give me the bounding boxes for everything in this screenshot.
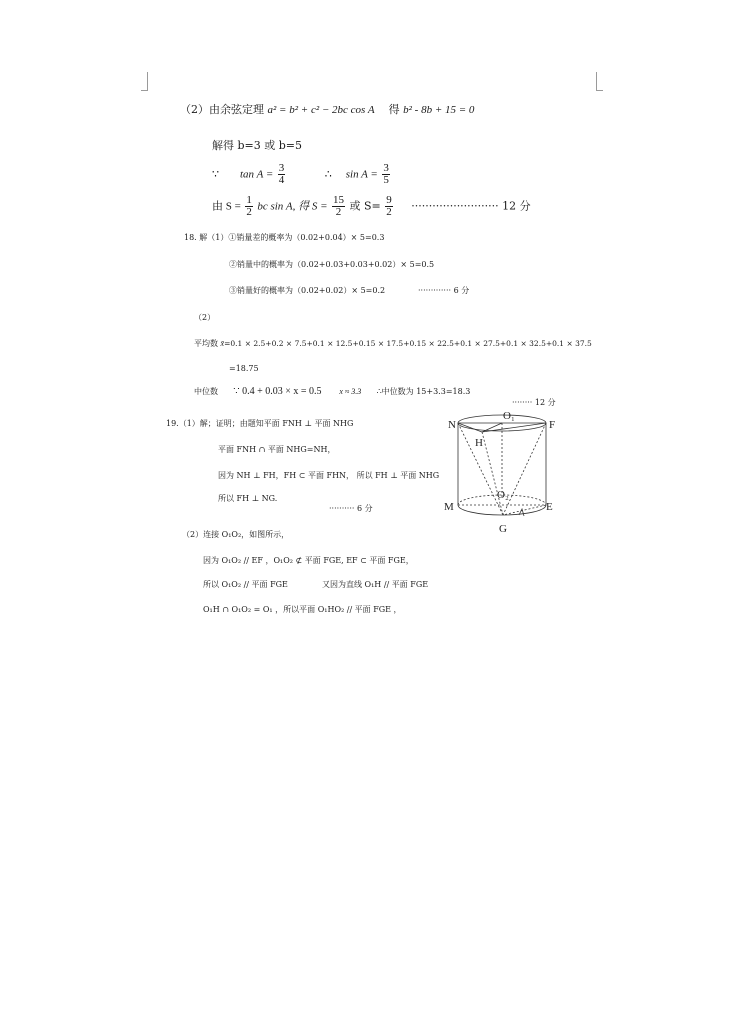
crop-mark-left [141, 72, 148, 91]
quadratic-equation: b² - 8b + 15 = 0 [403, 104, 475, 116]
q19-line-1: 19.（1）解；证明；由题知平面 FNH ⊥ 平面 NHG [166, 419, 354, 428]
median-result: ∴中位数为 15+3.3=18.3 [376, 387, 471, 396]
or-text: 或 S= [349, 199, 381, 213]
tan-lhs: tan A = [239, 168, 274, 181]
half-fraction: $\frac{1}{2}$ [246, 194, 252, 218]
label-G: G [499, 523, 507, 535]
cosine-law-formula: a² = b² + c² − 2bc cos A [267, 104, 375, 116]
mean-symbol: x̄ [220, 339, 225, 348]
label-N: N [448, 419, 456, 431]
solve-line: 解得 b=3 或 b=5 [212, 139, 303, 152]
law-of-cosines-line [180, 101, 474, 117]
area-value-2: $\frac{9}{2}$ [386, 194, 392, 218]
gives-text: 得 [388, 103, 400, 116]
part2-score: ························· 12 分 [411, 199, 531, 213]
segment-HG [482, 432, 503, 515]
mean-label: 平均数 [194, 339, 218, 348]
q19-because-line: 因为 O₁O₂ // EF ，O₁O₂ ⊄ 平面 FGE, EF ⊂ 平面 FGE， [203, 556, 414, 565]
sin-fraction: $\frac{3}{5}$ [383, 162, 389, 186]
label-O1: O₁ [503, 410, 515, 422]
q19-so-text: 所以 O₁O₂ // 平面 FGE [203, 580, 288, 589]
q19-line-3: 因为 NH ⊥ FH，FH ⊂ 平面 FHN， 所以 FH ⊥ 平面 NHG [218, 471, 440, 480]
label-O2: O₂ [497, 489, 509, 501]
q19-conclusion-line: O₁H ∩ O₁O₂ = O₁ ，所以平面 O₁HO₂ // 平面 FGE ， [203, 605, 402, 614]
area-value-1: $\frac{15}{2}$ [333, 194, 344, 218]
crop-mark-right [596, 72, 603, 91]
median-equation: ∵ 0.4 + 0.03 × x = 0.5 [233, 386, 322, 397]
q18-score: ········ 12 分 [512, 398, 556, 407]
area-line [212, 195, 531, 218]
q19-line-2: 平面 FNH ∩ 平面 NHG=NH， [218, 445, 336, 454]
part2-lead: （2）由余弦定理 [180, 103, 264, 116]
mean-result: =18.75 [229, 364, 259, 373]
cylinder-diagram [446, 406, 566, 536]
tan-sin-line [212, 163, 391, 186]
sin-lhs: sin A = [345, 168, 378, 181]
q19-also-text: 又因为直线 O₁H // 平面 FGE [322, 580, 429, 589]
area-lead: 由 S = [212, 200, 241, 213]
q18-part2-label: （2） [194, 313, 216, 322]
mean-expression: =0.1 × 2.5+0.2 × 7.5+0.1 × 12.5+0.15 × 17.5+0.15 × 22.5+0.1 × 27.5+0.1 × 32.5+0.1 × 37.5 [224, 339, 592, 348]
label-H: H [475, 437, 483, 449]
label-E: E [546, 501, 553, 513]
q19-so-line [203, 579, 429, 590]
q19-part2-line: （2）连接 O₁O₂，如图所示， [182, 530, 290, 539]
q19-line-4: 所以 FH ⊥ NG. [218, 494, 278, 503]
q18-line-3-score: ············· 6 分 [418, 286, 470, 295]
label-M: M [444, 501, 454, 513]
tan-fraction: $\frac{3}{4}$ [278, 162, 285, 186]
q18-line-3 [229, 285, 470, 296]
label-F: F [549, 419, 556, 431]
tick-mark [519, 509, 524, 516]
therefore-symbol: ∴ [324, 167, 332, 181]
q18-mean-line [194, 338, 592, 349]
segment-FG [503, 423, 546, 515]
q18-line-1: 18. 解（1）①销量差的概率为（0.02+0.04）× 5=0.3 [184, 233, 385, 242]
q18-line-2: ②销量中的概率为（0.02+0.03+0.03+0.02）× 5=0.5 [229, 260, 435, 269]
because-symbol: ∵ [212, 167, 219, 181]
median-label: 中位数 [194, 387, 218, 396]
q19-line-4-score: ·········· 6 分 [329, 504, 373, 513]
q18-line-3-text: ③销量好的概率为（0.02+0.02）× 5=0.2 [229, 286, 386, 295]
approx-value: x ≈ 3.3 [339, 387, 362, 396]
q18-median-line [194, 386, 470, 397]
area-formula: bc sin A, 得 S = [257, 200, 328, 213]
